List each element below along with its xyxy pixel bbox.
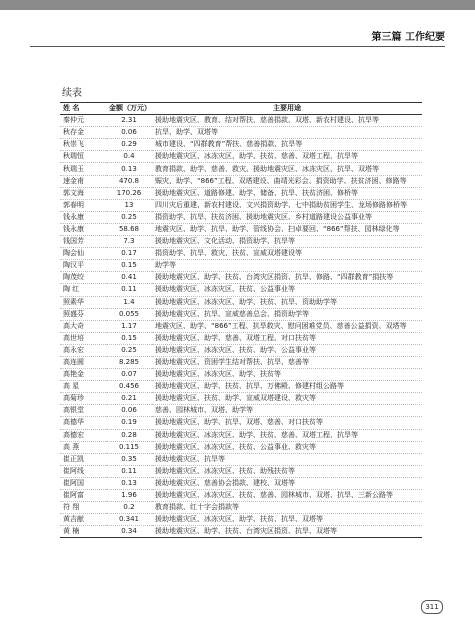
donor-name-cell: 郭文海 bbox=[60, 187, 106, 199]
table-row bbox=[60, 248, 422, 260]
continued-table-label: 续表 bbox=[62, 88, 82, 99]
table-row bbox=[60, 405, 422, 417]
table-row bbox=[60, 344, 422, 356]
donor-name-cell: 钱国芳 bbox=[60, 236, 106, 248]
amount-cell: 170.26 bbox=[106, 187, 152, 199]
amount-cell: 0.341 bbox=[106, 514, 152, 526]
purpose-cell: 援助地震灾区、冰冻灾区、助学、扶贫、慈善、双塔工程、抗旱等 bbox=[152, 429, 422, 441]
section-title: 第三篇 工作纪要 bbox=[371, 32, 445, 43]
table-row bbox=[60, 441, 422, 453]
table-row bbox=[60, 477, 422, 489]
top-decorative-bar bbox=[0, 0, 475, 10]
table-row bbox=[60, 502, 422, 514]
table-row bbox=[60, 163, 422, 175]
page-number: 311 bbox=[421, 600, 443, 614]
column-header-amount: 金额（万元） bbox=[106, 103, 152, 115]
table-row bbox=[60, 127, 422, 139]
amount-cell: 0.06 bbox=[106, 127, 152, 139]
purpose-cell: 教育捐款、红十字会捐款等 bbox=[152, 502, 422, 514]
amount-cell: 2.31 bbox=[106, 115, 152, 127]
table-row bbox=[60, 236, 422, 248]
amount-cell: 0.07 bbox=[106, 369, 152, 381]
donor-name-cell: 陶会仙 bbox=[60, 248, 106, 260]
running-header bbox=[30, 28, 445, 47]
table-row bbox=[60, 284, 422, 296]
amount-cell: 0.06 bbox=[106, 405, 152, 417]
donor-name-cell: 秋存金 bbox=[60, 127, 106, 139]
amount-cell: 0.35 bbox=[106, 453, 152, 465]
donor-name-cell: 高大奇 bbox=[60, 320, 106, 332]
amount-cell: 0.19 bbox=[106, 417, 152, 429]
amount-cell: 0.13 bbox=[106, 163, 152, 175]
table-row bbox=[60, 332, 422, 344]
donor-name-cell: 崔阿线 bbox=[60, 465, 106, 477]
amount-cell: 1.96 bbox=[106, 490, 152, 502]
purpose-cell: 援助地震灾区、冰冻灾区、扶贫、公益事业、救灾等 bbox=[152, 441, 422, 453]
donor-name-cell: 高菊珍 bbox=[60, 393, 106, 405]
table-row bbox=[60, 453, 422, 465]
purpose-cell: 援助地震灾区、教育、结对帮扶、慈善捐款、双塔、新农村建设、抗旱等 bbox=[152, 115, 422, 127]
donor-name-cell: 高艳金 bbox=[60, 369, 106, 381]
purpose-cell: 捐资助学、抗旱、扶贫济困、援助地震灾区、乡村道路建设公益事业等 bbox=[152, 211, 422, 223]
amount-cell: 0.13 bbox=[106, 477, 152, 489]
purpose-cell: 地震灾区、助学、“866”工程、抗旱救灾、慰问困难党员、慈善公益捐资、双塔等 bbox=[152, 320, 422, 332]
purpose-cell: 援助地震灾区、助学、抗旱、双塔、慈善、对口扶贫等 bbox=[152, 417, 422, 429]
donor-name-cell: 高银堂 bbox=[60, 405, 106, 417]
donor-name-cell: 高德华 bbox=[60, 417, 106, 429]
donor-name-cell: 崔正凯 bbox=[60, 453, 106, 465]
table-row bbox=[60, 139, 422, 151]
purpose-cell: 援助地震灾区、冰冻灾区、助学、扶贫、抗旱、双塔等 bbox=[152, 514, 422, 526]
amount-cell: 0.4 bbox=[106, 151, 152, 163]
amount-cell: 0.28 bbox=[106, 429, 152, 441]
purpose-cell: 助学等 bbox=[152, 260, 422, 272]
table-body bbox=[60, 115, 422, 538]
donor-name-cell: 高 燕 bbox=[60, 441, 106, 453]
donor-name-cell: 崔阿国 bbox=[60, 477, 106, 489]
purpose-cell: 援助地震灾区、冰冻灾区、扶贫、助学、公益事业等 bbox=[152, 344, 422, 356]
table-row bbox=[60, 514, 422, 526]
donor-name-cell: 符 翔 bbox=[60, 502, 106, 514]
purpose-cell: 慈善、园林城市、双塔、助学等 bbox=[152, 405, 422, 417]
table-row bbox=[60, 356, 422, 368]
column-header-purpose: 主要用途 bbox=[152, 103, 422, 115]
purpose-cell: 援助地震灾区、冰冻灾区、扶贫、公益事业等 bbox=[152, 284, 422, 296]
table-header-row bbox=[60, 103, 422, 115]
purpose-cell: 援助地震灾区、冰冻灾区、助学、扶贫、抗旱、资助助学等 bbox=[152, 296, 422, 308]
amount-cell: 0.15 bbox=[106, 332, 152, 344]
amount-cell: 0.15 bbox=[106, 260, 152, 272]
donor-name-cell: 高世培 bbox=[60, 332, 106, 344]
purpose-cell: 援助地震灾区、助学、扶贫、台湾灾区捐资、抗旱、修路、“四群教育”捐扶等 bbox=[152, 272, 422, 284]
purpose-cell: 援助地震灾区、助学、扶贫、抗旱、万佛殿、修建村组公路等 bbox=[152, 381, 422, 393]
table-row bbox=[60, 308, 422, 320]
table-row bbox=[60, 223, 422, 235]
table-row bbox=[60, 490, 422, 502]
amount-cell: 0.2 bbox=[106, 502, 152, 514]
donor-name-cell: 高连圆 bbox=[60, 356, 106, 368]
amount-cell: 0.29 bbox=[106, 139, 152, 151]
table-row bbox=[60, 115, 422, 127]
purpose-cell: 援助地震灾区、冰冻灾区、助学、扶贫、慈善、双塔工程、抗旱等 bbox=[152, 151, 422, 163]
purpose-cell: 捐资助学、抗旱、救灾、扶贫、宣威双塔建设等 bbox=[152, 248, 422, 260]
donor-name-cell: 陶 红 bbox=[60, 284, 106, 296]
donor-name-cell: 崔阿富 bbox=[60, 490, 106, 502]
donor-name-cell: 黄吉献 bbox=[60, 514, 106, 526]
donor-name-cell: 高永宏 bbox=[60, 344, 106, 356]
donor-name-cell: 速金甫 bbox=[60, 175, 106, 187]
purpose-cell: 援助地震灾区、助学、扶贫、台湾灾区捐资、抗旱、双塔等 bbox=[152, 526, 422, 538]
table-row bbox=[60, 465, 422, 477]
purpose-cell: 援助地震灾区、助学、慈善、双塔工程、对口扶贫等 bbox=[152, 332, 422, 344]
amount-cell: 13 bbox=[106, 199, 152, 211]
table-row bbox=[60, 187, 422, 199]
donation-table bbox=[60, 102, 422, 538]
donor-name-cell: 高 星 bbox=[60, 381, 106, 393]
donor-name-cell: 陶茂绞 bbox=[60, 272, 106, 284]
donor-name-cell: 陶汉平 bbox=[60, 260, 106, 272]
purpose-cell: 赈灾、助学、“866”工程、双塔建设、曲靖光彩会、捐资助学、扶贫济困、修路等 bbox=[152, 175, 422, 187]
amount-cell: 0.25 bbox=[106, 344, 152, 356]
purpose-cell: 地震灾区、助学、抗旱、助学、管线协会、扫卓要回、“866”帮扶、园林绿化等 bbox=[152, 223, 422, 235]
purpose-cell: 援助地震灾区、抗旱等 bbox=[152, 453, 422, 465]
amount-cell: 1.4 bbox=[106, 296, 152, 308]
donor-name-cell: 钱永康 bbox=[60, 223, 106, 235]
amount-cell: 0.055 bbox=[106, 308, 152, 320]
amount-cell: 58.68 bbox=[106, 223, 152, 235]
purpose-cell: 援助地震灾区、文化活动、捐资助学、抗旱等 bbox=[152, 236, 422, 248]
amount-cell: 470.8 bbox=[106, 175, 152, 187]
purpose-cell: 援助地震灾区、慈善协会捐款、建校、双塔等 bbox=[152, 477, 422, 489]
table-row bbox=[60, 526, 422, 538]
purpose-cell: 援助地震灾区、抗旱、宣威慈善总会、捐资助学等 bbox=[152, 308, 422, 320]
table-row bbox=[60, 296, 422, 308]
table-row bbox=[60, 429, 422, 441]
purpose-cell: 城市建设、“四群教育”帮扶、慈善捐款、抗旱等 bbox=[152, 139, 422, 151]
purpose-cell: 援助地震灾区、冰冻灾区、扶贫、助残扶贫等 bbox=[152, 465, 422, 477]
purpose-cell: 援助地震灾区、冰冻灾区、扶贫、慈善、园林城市、双塔、抗旱、三新公路等 bbox=[152, 490, 422, 502]
purpose-cell: 抗旱、助学、双塔等 bbox=[152, 127, 422, 139]
purpose-cell: 教育捐款、助学、慈善、救灾、援助地震灾区、冰冻灾区、抗旱、双塔等 bbox=[152, 163, 422, 175]
amount-cell: 0.11 bbox=[106, 284, 152, 296]
amount-cell: 0.34 bbox=[106, 526, 152, 538]
donor-name-cell: 照素华 bbox=[60, 296, 106, 308]
purpose-cell: 援助地震灾区、扶贫、助学、宣威双塔建设、救灾等 bbox=[152, 393, 422, 405]
table-row bbox=[60, 260, 422, 272]
amount-cell: 0.17 bbox=[106, 248, 152, 260]
amount-cell: 0.456 bbox=[106, 381, 152, 393]
donor-name-cell: 钱永康 bbox=[60, 211, 106, 223]
amount-cell: 0.41 bbox=[106, 272, 152, 284]
donor-name-cell: 秋瑞玉 bbox=[60, 163, 106, 175]
donor-name-cell: 秋瑞恒 bbox=[60, 151, 106, 163]
table-row bbox=[60, 417, 422, 429]
table-row bbox=[60, 199, 422, 211]
table-row bbox=[60, 320, 422, 332]
donor-name-cell: 照盛芬 bbox=[60, 308, 106, 320]
amount-cell: 0.25 bbox=[106, 211, 152, 223]
table-row bbox=[60, 369, 422, 381]
purpose-cell: 援助地震灾区、道路修建、助学、储备、抗旱、扶贫济困、修桥等 bbox=[152, 187, 422, 199]
donor-name-cell: 郭春明 bbox=[60, 199, 106, 211]
donor-name-cell: 高德宏 bbox=[60, 429, 106, 441]
table-row bbox=[60, 175, 422, 187]
table-row bbox=[60, 381, 422, 393]
donor-name-cell: 秦仲元 bbox=[60, 115, 106, 127]
amount-cell: 0.11 bbox=[106, 465, 152, 477]
table-row bbox=[60, 272, 422, 284]
purpose-cell: 援助地震灾区、资困学生结对帮扶、抗旱、慈善等 bbox=[152, 356, 422, 368]
table-row bbox=[60, 211, 422, 223]
table-row bbox=[60, 393, 422, 405]
amount-cell: 1.17 bbox=[106, 320, 152, 332]
donor-name-cell: 秋崇飞 bbox=[60, 139, 106, 151]
purpose-cell: 援助地震灾区、冰冻灾区、助学、扶贫等 bbox=[152, 369, 422, 381]
purpose-cell: 四川灾后重建、新农村建设、文兴捐资助学、七中捐助贫困学生、龙场修路修桥等 bbox=[152, 199, 422, 211]
amount-cell: 8.285 bbox=[106, 356, 152, 368]
donor-name-cell: 黄 楠 bbox=[60, 526, 106, 538]
amount-cell: 0.21 bbox=[106, 393, 152, 405]
amount-cell: 0.115 bbox=[106, 441, 152, 453]
column-header-name: 姓 名 bbox=[60, 103, 106, 115]
table-row bbox=[60, 151, 422, 163]
amount-cell: 7.3 bbox=[106, 236, 152, 248]
